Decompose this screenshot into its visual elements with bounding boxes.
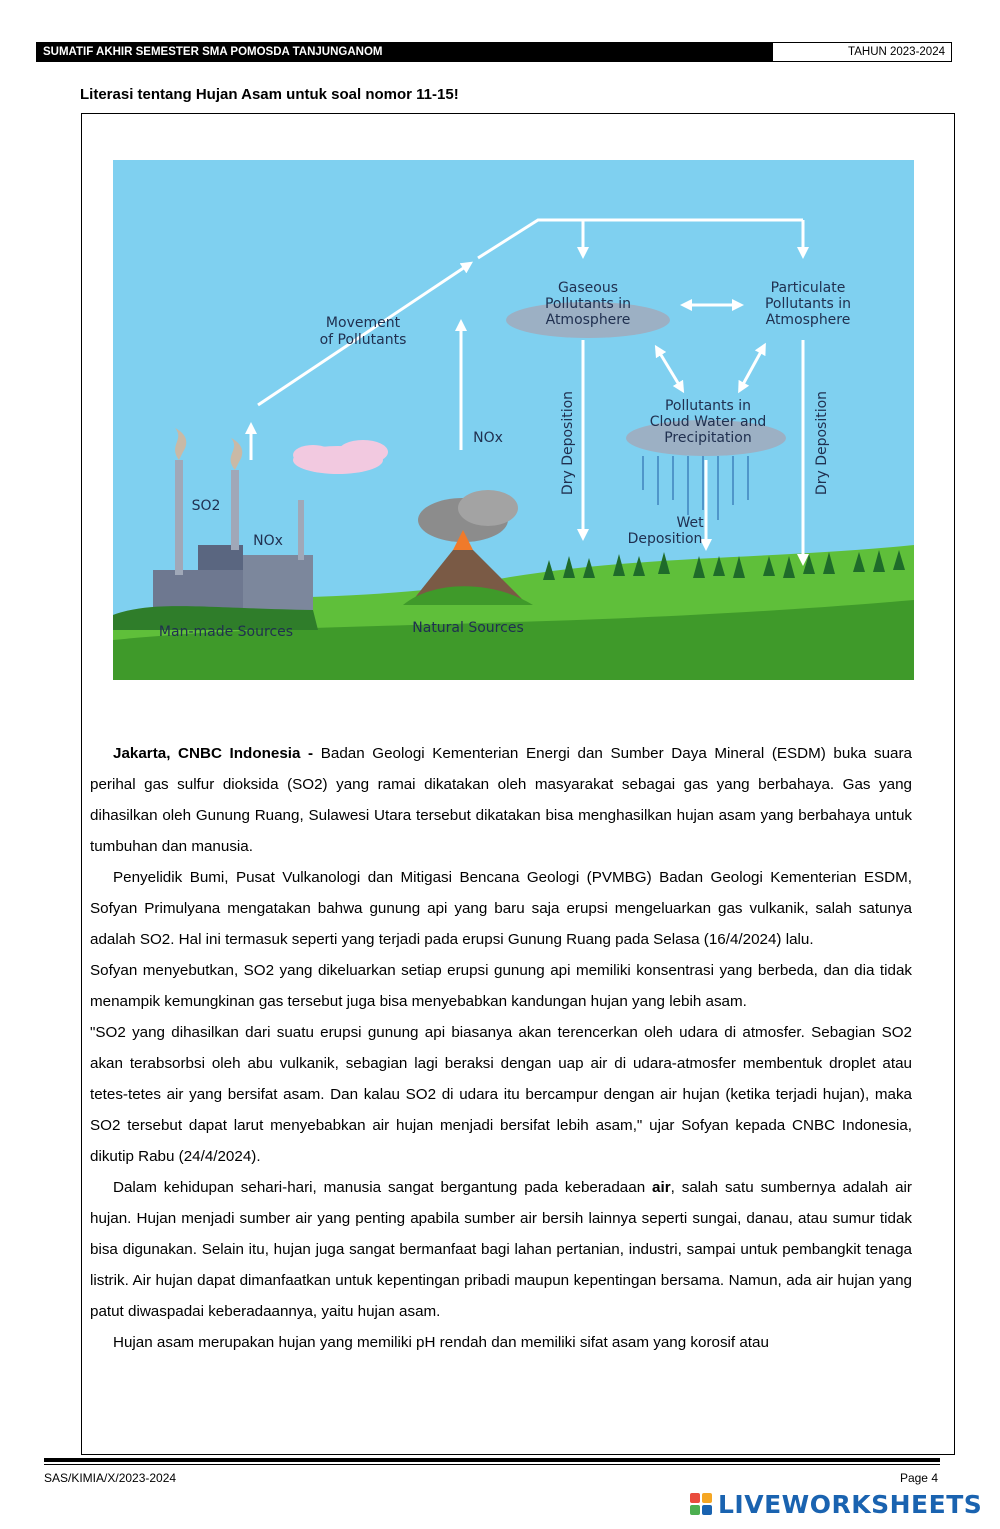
label-cloud-2: Cloud Water and [649,414,767,430]
section-heading: Literasi tentang Hujan Asam untuk soal nomor 11-15! [80,86,459,103]
paragraph-4: "SO2 yang dihasilkan dari suatu erupsi gunung api biasanya akan terencerkan oleh udara di atmosfer. Sebagian SO2 akan terabsorbsi oleh abu vulkanik, sebagian lagi beraksi dengan uap air di udara-atmosfer membentuk droplet atau tetes-tetes air yang bersifat asam. Dan kalau SO2 di udara itu bercampur dengan air hujan (ketika terjadi hujan), maka SO2 tersebut dapat larut menyebabkan air hujan menjadi bersifat lebih asam," ujar Sofyan kepada CNBC Indonesia, dikutip Rabu (24/4/2024). [90,1024,912,1165]
label-particulate-2: Pollutants in [764,296,852,312]
label-gaseous-3: Atmosphere [545,312,631,328]
paragraph-3: Sofyan menyebutkan, SO2 yang dikeluarkan setiap erupsi gunung api memiliki konsentrasi yang berbeda, dan dia tidak menampik kemungkinan gas tersebut juga bisa menyebabkan kandungan hujan yang lebih asam. [90,962,912,1010]
page-number: Page 4 [899,1471,938,1485]
label-so2: SO2 [191,498,221,514]
label-nox-top: NOx [473,430,503,446]
footer-rule [44,1458,940,1465]
dateline: Jakarta, CNBC Indonesia - [113,745,314,762]
paragraph-5: Dalam kehidupan sehari-hari, manusia sangat bergantung pada keberadaan air, salah satu sumbernya adalah air hujan. Hujan menjadi sumber air yang penting apabila sumber air bersih lainnya seperti sungai, danau, atau sumur tidak bisa digunakan. Selain itu, hujan juga sangat bermanfaat bagi lahan pertanian, industri, sampai untuk pembangkit tenaga listrik. Air hujan dapat dimanfaatkan untuk kepentingan pribadi maupun kepentingan bersama. Namun, ada air hujan yang patut diwaspadai keberadaannya, yaitu hujan asam. [90,1179,912,1320]
paragraph-1-text: Badan Geologi Kementerian Energi dan Sumber Daya Mineral (ESDM) buka suara perihal gas sulfur dioksida (SO2) yang ramai dikatakan oleh masyarakat sebagai gas yang berbahaya. Gas yang dihasilkan oleh Gunung Ruang, Sulawesi Utara tersebut dikatakan bisa menghasilkan hujan asam yang berbahaya untuk tumbuhan dan manusia. [90,745,912,855]
paragraph-2: Penyelidik Bumi, Pusat Vulkanologi dan Mitigasi Bencana Geologi (PVMBG) Badan Geologi Kementerian ESDM, Sofyan Primulyana mengatakan bahwa gunung api yang baru saja erupsi mengeluarkan gas vulkanik, salah satunya adalah SO2. Hal ini termasuk seperti yang terjadi pada erupsi Gunung Ruang pada Selasa (16/4/2024) lalu. [90,869,912,948]
label-natural: Natural Sources [412,620,524,636]
article-body [90,738,912,1358]
paragraph-6: Hujan asam merupakan hujan yang memiliki pH rendah dan memiliki sifat asam yang korosif atau [113,1334,769,1351]
acid-rain-diagram [113,160,914,680]
label-gaseous-1: Gaseous [557,280,619,296]
page-header [36,42,952,62]
label-gaseous-2: Pollutants in [544,296,632,312]
header-year: TAHUN 2023-2024 [848,46,945,58]
label-dry-right: Dry Deposition [814,390,830,496]
label-wet-1: Wet [676,515,704,531]
liveworksheets-logo[interactable] [690,1490,982,1519]
label-movement-2: of Pollutants [319,332,407,348]
label-wet-2: Deposition [627,531,703,547]
bold-word-air: air [652,1179,671,1196]
label-movement-1: Movement [325,315,401,331]
liveworksheets-wordmark: LIVEWORKSHEETS [718,1490,983,1519]
header-title: SUMATIF AKHIR SEMESTER SMA POMOSDA TANJUNGANOM [37,43,773,61]
label-man-made: Man-made Sources [158,624,294,640]
liveworksheets-icon [690,1493,714,1517]
label-cloud-3: Precipitation [664,430,752,446]
paragraph-1 [90,738,912,862]
footer-code: SAS/KIMIA/X/2023-2024 [44,1471,177,1485]
label-particulate-3: Atmosphere [765,312,851,328]
label-particulate-1: Particulate [770,280,846,296]
label-cloud-1: Pollutants in [664,398,752,414]
label-nox-factory: NOx [253,533,283,549]
label-dry-left: Dry Deposition [560,390,576,496]
